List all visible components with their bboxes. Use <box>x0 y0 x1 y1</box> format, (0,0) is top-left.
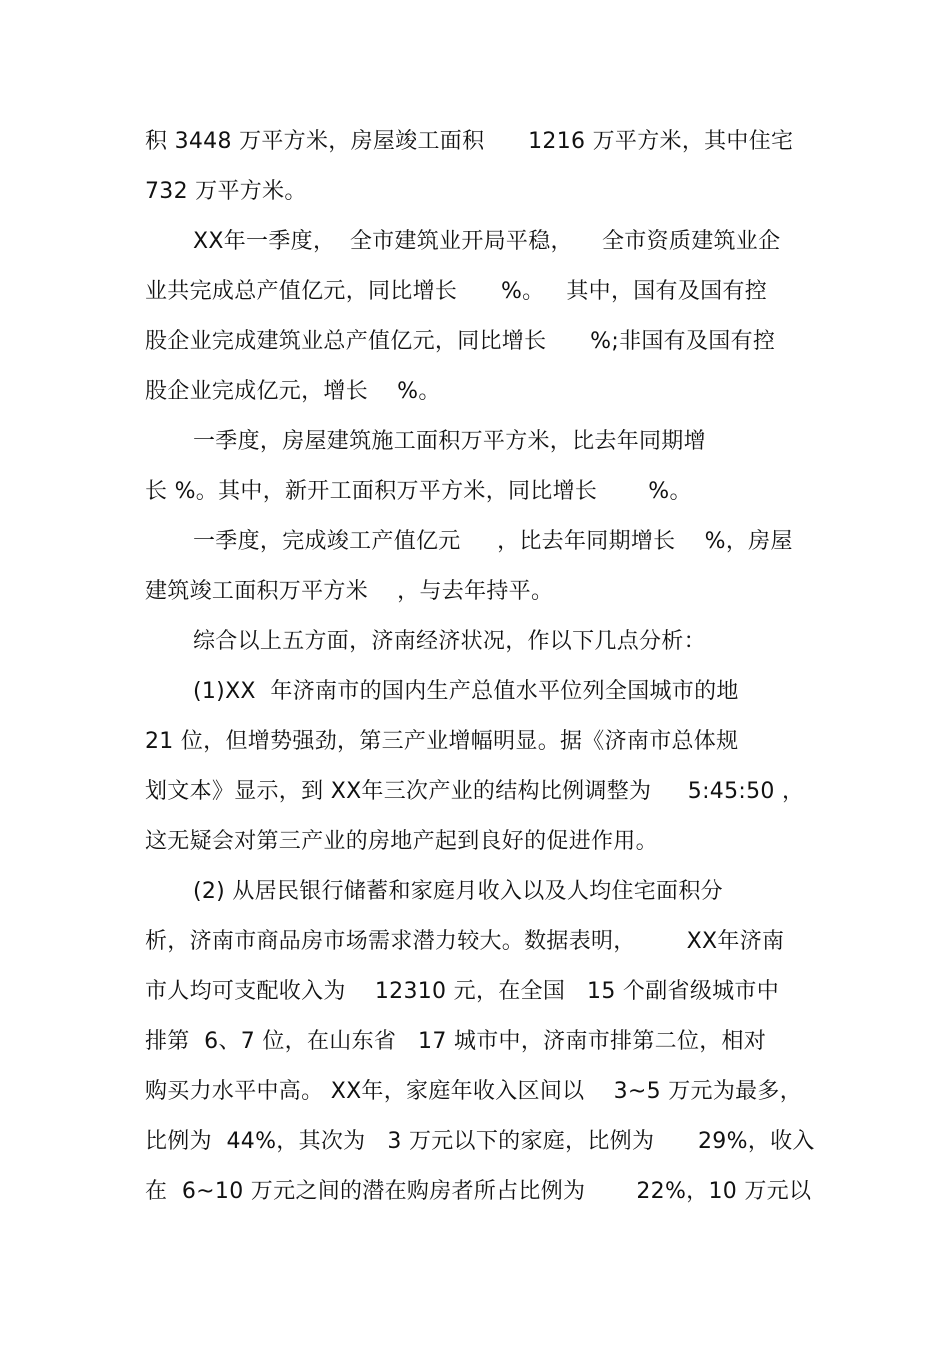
text-line: 732 万平方米。 <box>145 179 307 204</box>
text-line: 在 6~10 万元之间的潜在购房者所占比例为 22%，10 万元以 <box>145 1179 812 1204</box>
text-line: 排第 6、7 位，在山东省 17 城市中，济南市排第二位，相对 <box>145 1029 767 1054</box>
text-line: 析，济南市商品房市场需求潜力较大。数据表明， XX年济南 <box>145 929 785 954</box>
text-line: 划文本》显示，到 XX年三次产业的结构比例调整为 5:45:50 ， <box>145 779 805 804</box>
text-line: 积 3448 万平方米，房屋竣工面积 1216 万平方米，其中住宅 <box>145 129 794 154</box>
text-line: 业共完成总产值亿元，同比增长 %。 其中，国有及国有控 <box>145 279 768 304</box>
paragraph-start-line: 一季度，房屋建筑施工面积万平方米，比去年同期增 <box>193 429 706 454</box>
text-line: 21 位，但增势强劲，第三产业增幅明显。据《济南市总体规 <box>145 729 739 754</box>
text-line: 建筑竣工面积万平方米 ，与去年持平。 <box>145 579 554 604</box>
paragraph-start-line: 一季度，完成竣工产值亿元 ，比去年同期增长 %，房屋 <box>193 529 793 554</box>
text-line: 购买力水平中高。 XX年，家庭年收入区间以 3~5 万元为最多， <box>145 1079 803 1104</box>
paragraph-start-line: (1)XX 年济南市的国内生产总值水平位列全国城市的地 <box>193 679 739 704</box>
text-line: 股企业完成建筑业总产值亿元，同比增长 %;非国有及国有控 <box>145 329 776 354</box>
text-line: 这无疑会对第三产业的房地产起到良好的促进作用。 <box>145 829 658 854</box>
paragraph-start-line: 综合以上五方面，济南经济状况，作以下几点分析： <box>193 629 706 654</box>
paragraph-start-line: (2) 从居民银行储蓄和家庭月收入以及人均住宅面积分 <box>193 879 723 904</box>
text-line: 长 %。其中，新开工面积万平方米，同比增长 %。 <box>145 479 692 504</box>
text-line: 比例为 44%，其次为 3 万元以下的家庭，比例为 29%，收入 <box>145 1129 815 1154</box>
paragraph-start-line: XX年一季度， 全市建筑业开局平稳， 全市资质建筑业企 <box>193 229 781 254</box>
text-line: 市人均可支配收入为 12310 元，在全国 15 个副省级城市中 <box>145 979 780 1004</box>
text-line: 股企业完成亿元，增长 %。 <box>145 379 441 404</box>
